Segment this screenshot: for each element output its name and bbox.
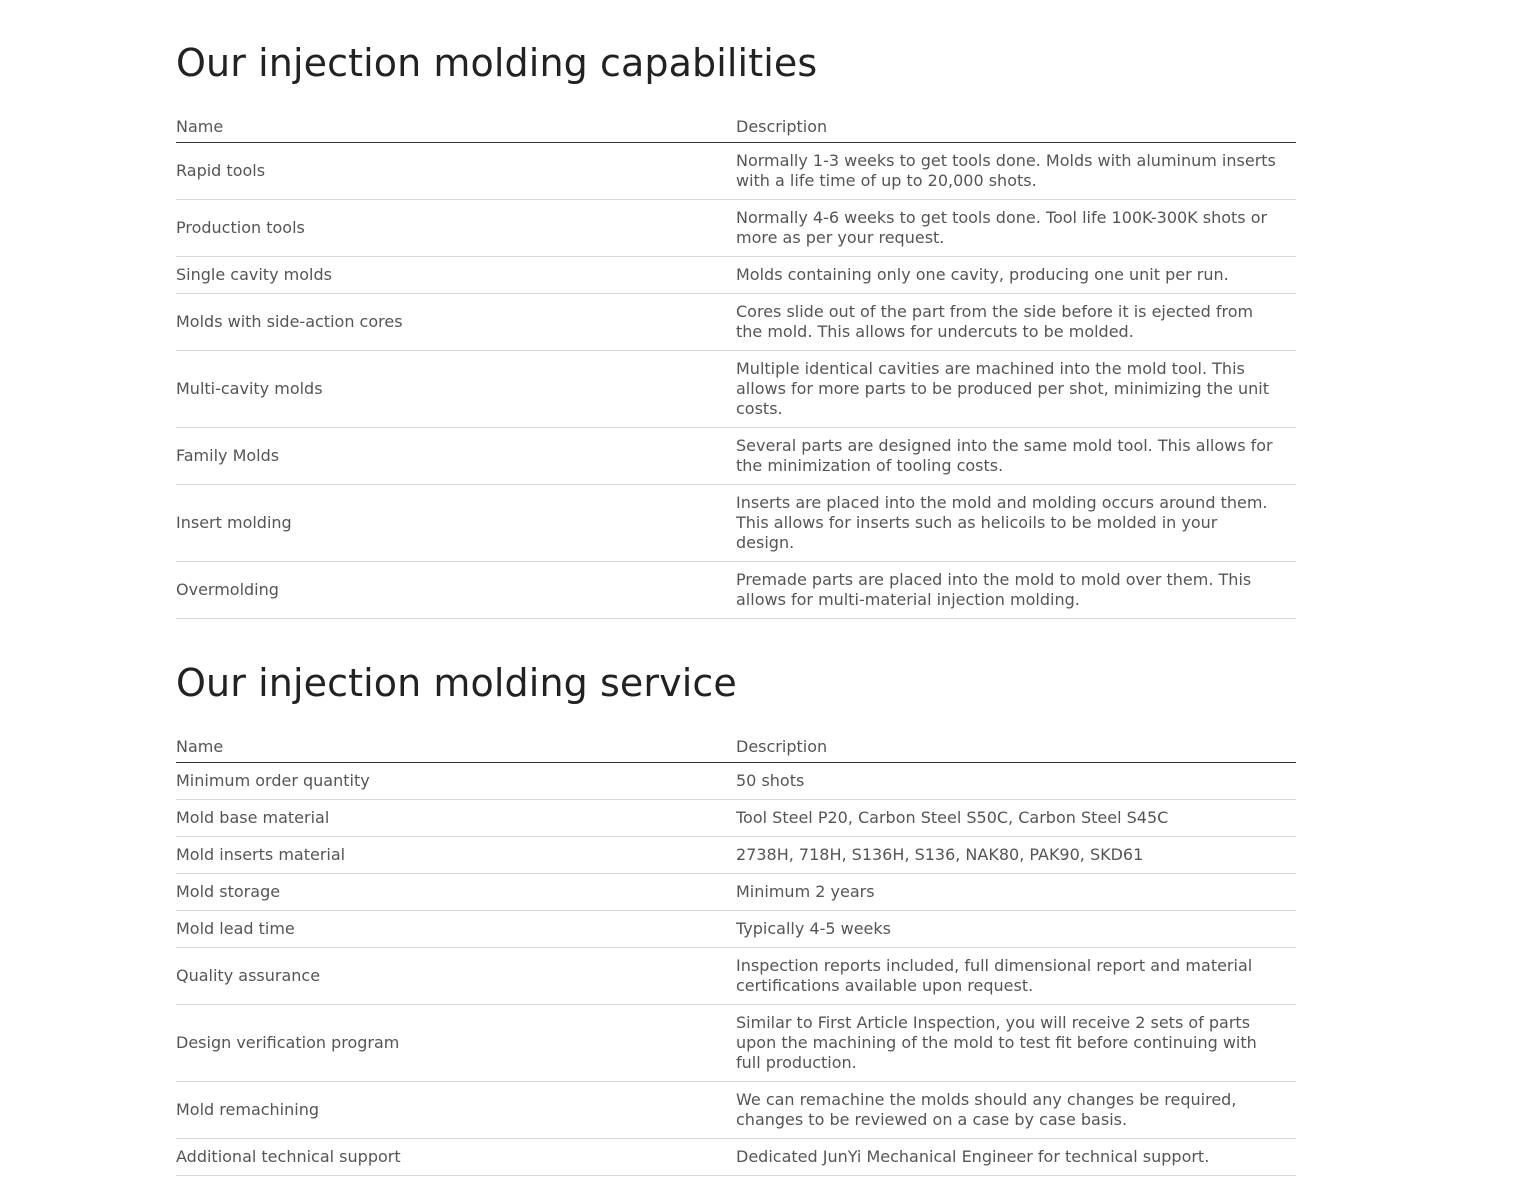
row-name: Design verification program [176,1005,736,1082]
row-description: Similar to First Article Inspection, you will receive 2 sets of parts upon the machining of the mold to test fit before continuing with full production. [736,1005,1296,1082]
row-description: Dedicated JunYi Mechanical Engineer for technical support. [736,1139,1296,1176]
row-name: Minimum order quantity [176,763,736,800]
row-description: We can remachine the molds should any changes be required, changes to be reviewed on a case by case basis. [736,1082,1296,1139]
table-row [176,200,1296,257]
table-row [176,763,1296,800]
table-row [176,800,1296,837]
table-header-row [176,731,1296,763]
row-name: Multi-cavity molds [176,351,736,428]
table-row [176,1082,1296,1139]
name-column-header: Name [176,731,736,763]
row-description: Multiple identical cavities are machined into the mold tool. This allows for more parts to be produced per shot, minimizing the unit costs. [736,351,1296,428]
row-description: Normally 1-3 weeks to get tools done. Molds with aluminum inserts with a life time of up to 20,000 shots. [736,143,1296,200]
row-name: Molds with side-action cores [176,294,736,351]
table-row [176,1139,1296,1176]
table-row [176,485,1296,562]
row-name: Rapid tools [176,143,736,200]
capabilities-table [176,111,1296,619]
row-name: Quality assurance [176,948,736,1005]
row-name: Overmolding [176,562,736,619]
row-description: Inspection reports included, full dimensional report and material certifications available upon request. [736,948,1296,1005]
table-header-row [176,111,1296,143]
row-description: Molds containing only one cavity, producing one unit per run. [736,257,1296,294]
row-description: Minimum 2 years [736,874,1296,911]
row-name: Mold storage [176,874,736,911]
capabilities-title: Our injection molding capabilities [176,41,818,85]
row-description: Premade parts are placed into the mold to mold over them. This allows for multi-material injection molding. [736,562,1296,619]
row-description: Typically 4-5 weeks [736,911,1296,948]
table-row [176,1005,1296,1082]
row-description: Several parts are designed into the same mold tool. This allows for the minimization of tooling costs. [736,428,1296,485]
table-row [176,837,1296,874]
service-table [176,731,1296,1176]
row-name: Single cavity molds [176,257,736,294]
row-name: Additional technical support [176,1139,736,1176]
row-name: Mold inserts material [176,837,736,874]
row-description: Cores slide out of the part from the side before it is ejected from the mold. This allows for undercuts to be molded. [736,294,1296,351]
table-row [176,948,1296,1005]
table-row [176,874,1296,911]
name-column-header: Name [176,111,736,143]
row-name: Production tools [176,200,736,257]
table-row [176,294,1296,351]
table-row [176,351,1296,428]
service-title: Our injection molding service [176,661,737,705]
table-row [176,143,1296,200]
row-name: Family Molds [176,428,736,485]
row-name: Mold base material [176,800,736,837]
row-name: Mold remachining [176,1082,736,1139]
row-description: Inserts are placed into the mold and molding occurs around them. This allows for inserts such as helicoils to be molded in your design. [736,485,1296,562]
row-name: Insert molding [176,485,736,562]
row-description: Tool Steel P20, Carbon Steel S50C, Carbon Steel S45C [736,800,1296,837]
row-description: 50 shots [736,763,1296,800]
description-column-header: Description [736,731,1296,763]
row-name: Mold lead time [176,911,736,948]
table-row [176,562,1296,619]
table-row [176,257,1296,294]
table-row [176,911,1296,948]
row-description: Normally 4-6 weeks to get tools done. Tool life 100K-300K shots or more as per your request. [736,200,1296,257]
description-column-header: Description [736,111,1296,143]
row-description: 2738H, 718H, S136H, S136, NAK80, PAK90, SKD61 [736,837,1296,874]
table-row [176,428,1296,485]
